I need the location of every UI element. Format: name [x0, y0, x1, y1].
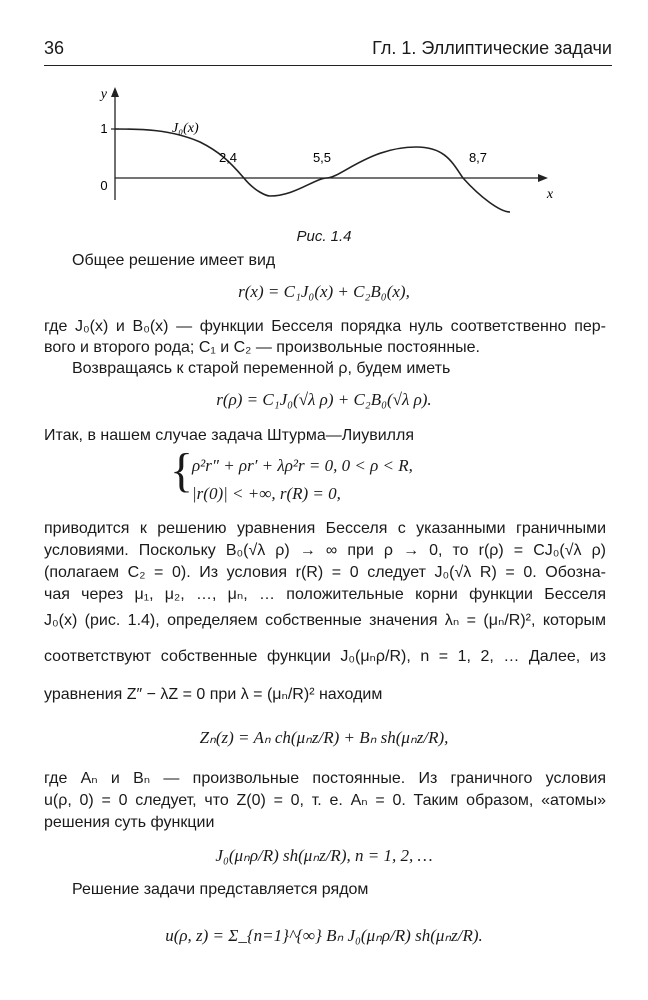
page-number: 36 [44, 38, 65, 58]
paragraph-line: Общее решение имеет вид [72, 252, 276, 269]
paragraph-line: (полагаем C₂ = 0). Из условия r(R) = 0 следует J₀(√λ R) = 0. Обозна- [44, 564, 606, 581]
header-rule [44, 65, 612, 66]
zero-label: 2,4 [218, 150, 238, 165]
paragraph-line: приводится к решению уравнения Бесселя с указанными граничными [44, 520, 606, 537]
bessel-curve [115, 129, 510, 212]
paragraph-line: Итак, в нашем случае задача Штурма—Лиувилля [44, 427, 415, 444]
equation: u(ρ, z) = Σ_{n=1}^{∞} Bₙ J₀(μₙρ/R) sh(μₙz/R). [165, 926, 483, 945]
x-axis-label: x [546, 187, 554, 202]
y-tick-label: 1 [100, 121, 108, 136]
curve-label: J₀(x) [172, 121, 199, 136]
equation: r(ρ) = C₁J₀(√λ ρ) + C₂B₀(√λ ρ). [216, 390, 432, 409]
paragraph-line: решения суть функции [44, 814, 215, 831]
paragraph-line: уравнения Z″ − λZ = 0 при λ = (μₙ/R)² находим [44, 686, 383, 703]
paragraph-line: где J₀(x) и B₀(x) — функции Бесселя порядка нуль соответственно пер- [44, 318, 606, 335]
paragraph-line: условиями. Поскольку B₀(√λ ρ) → ∞ при ρ → 0, то r(ρ) = CJ₀(√λ ρ) [44, 542, 606, 559]
x-axis-arrow [538, 174, 548, 182]
system-line: |r(0)| < +∞, r(R) = 0, [192, 484, 341, 503]
origin-label: 0 [100, 178, 108, 193]
paragraph-line: Решение задачи представляется рядом [72, 881, 369, 898]
system-brace: { [170, 444, 194, 497]
system-line: ρ²r″ + ρr′ + λρ²r = 0, 0 < ρ < R, [192, 456, 413, 475]
y-axis-arrow [111, 87, 119, 97]
equation: Zₙ(z) = Aₙ ch(μₙz/R) + Bₙ sh(μₙz/R), [199, 728, 449, 747]
paragraph-line: соответствуют собственные функции J₀(μₙρ/R), n = 1, 2, … Далее, из [44, 648, 606, 665]
paragraph-line: где Aₙ и Bₙ — произвольные постоянные. Из граничного условия [44, 770, 606, 787]
equation: J₀(μₙρ/R) sh(μₙz/R), n = 1, 2, … [215, 846, 433, 865]
paragraph-line: чая через μ₁, μ₂, …, μₙ, … положительные корни функции Бесселя [44, 586, 606, 603]
page-header [44, 38, 612, 64]
figure-caption: Рис. 1.4 [296, 228, 352, 245]
paragraph-line: J₀(x) (рис. 1.4), определяем собственные значения λₙ = (μₙ/R)², которым [44, 612, 606, 629]
running-title: Гл. 1. Эллиптические задачи [372, 38, 612, 58]
zero-label: 5,5 [312, 150, 332, 165]
paragraph-line: вого и второго рода; C₁ и C₂ — произвольные постоянные. [44, 339, 480, 356]
bessel-figure [80, 82, 560, 214]
paragraph-line: Возвращаясь к старой переменной ρ, будем иметь [72, 360, 451, 377]
equation: r(x) = C₁J₀(x) + C₂B₀(x), [238, 282, 410, 301]
zero-label: 8,7 [468, 150, 488, 165]
y-axis-label: y [100, 87, 107, 102]
paragraph-line: u(ρ, 0) = 0 следует, что Z(0) = 0, т. е. Aₙ = 0. Таким образом, «атомы» [44, 792, 606, 809]
